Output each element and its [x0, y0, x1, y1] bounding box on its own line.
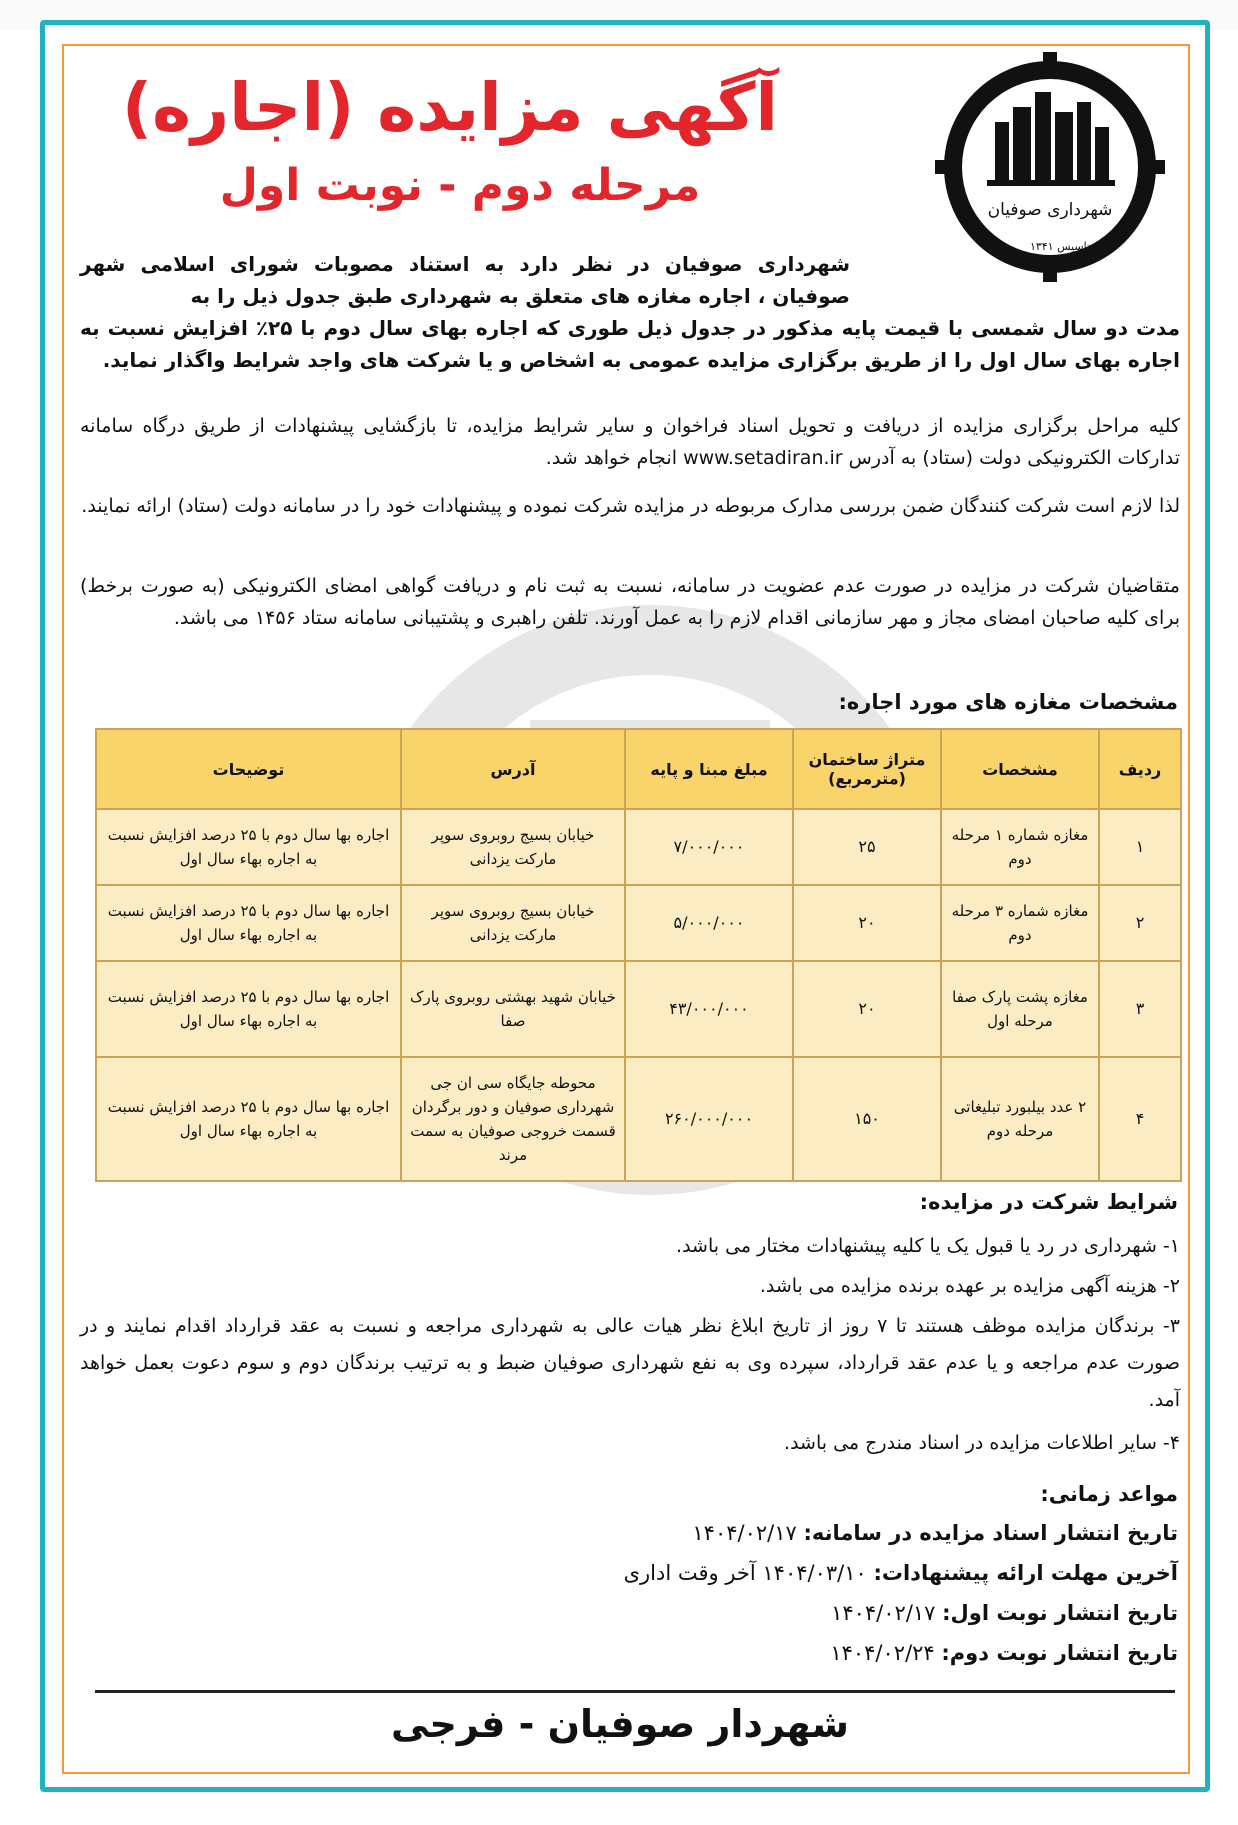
deadline-second-publish	[830, 1638, 1178, 1668]
deadline-value: ۱۴۰۴/۰۳/۱۰ آخر وقت اداری	[623, 1561, 867, 1585]
table-row	[96, 1057, 1181, 1181]
deadline-label: آخرین مهلت ارائه پیشنهادات:	[873, 1561, 1178, 1585]
cell-price: ۴۳/۰۰۰/۰۰۰	[625, 961, 793, 1057]
deadline-label: تاریخ انتشار اسناد مزایده در سامانه:	[803, 1521, 1178, 1545]
paragraph-2: لذا لازم است شرکت کنندگان ضمن بررسی مدارک مربوطه در مزایده شرکت نموده و پیشنهادات خود را در سامانه دولت (ستاد) ارائه نمایند.	[81, 495, 1180, 517]
cell-spec: مغازه شماره ۱ مرحله دوم	[941, 809, 1099, 885]
deadline-value: ۱۴۰۴/۰۲/۲۴	[830, 1641, 935, 1665]
header-spec: مشخصات	[941, 729, 1099, 809]
cell-row: ۳	[1099, 961, 1181, 1057]
cell-price: ۷/۰۰۰/۰۰۰	[625, 809, 793, 885]
header-notes: توضیحات	[96, 729, 401, 809]
logo-name: شهرداری صوفیان	[987, 200, 1113, 220]
table-caption: مشخصات مغازه های مورد اجاره:	[838, 690, 1178, 714]
cell-address: خیابان شهید بهشتی روبروی پارک صفا	[401, 961, 625, 1057]
intro-line-1: شهرداری صوفیان در نظر دارد به استناد مصوبات شورای اسلامی شهر صوفیان ، اجاره مغازه های متعلق به شهرداری طبق جدول ذیل را به	[80, 252, 850, 308]
deadlines-title: مواعد زمانی:	[1040, 1482, 1178, 1506]
cell-price: ۵/۰۰۰/۰۰۰	[625, 885, 793, 961]
cell-address: محوطه جایگاه سی ان جی شهرداری صوفیان و دور برگردان قسمت خروجی صوفیان به سمت مرند	[401, 1057, 625, 1181]
header-price: مبلغ مبنا و پایه	[625, 729, 793, 809]
deadline-offers	[624, 1558, 1178, 1588]
cell-area: ۲۰	[793, 961, 941, 1057]
table-row	[96, 961, 1181, 1057]
logo-founded: تاسیس ۱۳۴۱	[1029, 240, 1091, 253]
cell-address: خیابان بسیج روبروی سوپر مارکت یزدانی	[401, 885, 625, 961]
condition-2: ۲- هزینه آگهی مزایده بر عهده برنده مزایده می باشد.	[759, 1275, 1180, 1297]
deadline-first-publish	[831, 1598, 1178, 1628]
condition-1: ۱- شهرداری در رد یا قبول یک یا کلیه پیشنهادات مختار می باشد.	[676, 1235, 1180, 1257]
cell-spec: ۲ عدد بیلبورد تبلیغاتی مرحله دوم	[941, 1057, 1099, 1181]
cell-row: ۱	[1099, 809, 1181, 885]
cell-price: ۲۶۰/۰۰۰/۰۰۰	[625, 1057, 793, 1181]
page-title: آگهی مزایده (اجاره)	[122, 69, 778, 146]
cell-notes: اجاره بها سال دوم با ۲۵ درصد افزایش نسبت به اجاره بهاء سال اول	[96, 1057, 401, 1181]
header-address: آدرس	[401, 729, 625, 809]
deadline-value: ۱۴۰۴/۰۲/۱۷	[831, 1601, 936, 1625]
cell-notes: اجاره بها سال دوم با ۲۵ درصد افزایش نسبت به اجاره بهاء سال اول	[96, 961, 401, 1057]
deadline-label: تاریخ انتشار نوبت اول:	[942, 1601, 1178, 1625]
table-header-row	[96, 729, 1181, 809]
cell-spec: مغازه پشت پارک صفا مرحله اول	[941, 961, 1099, 1057]
table-row	[96, 809, 1181, 885]
deadline-label: تاریخ انتشار نوبت دوم:	[941, 1641, 1178, 1665]
signature-divider	[95, 1690, 1175, 1693]
cell-notes: اجاره بها سال دوم با ۲۵ درصد افزایش نسبت به اجاره بهاء سال اول	[96, 885, 401, 961]
cell-address: خیابان بسیج روبروی سوپر مارکت یزدانی	[401, 809, 625, 885]
cell-spec: مغازه شماره ۳ مرحله دوم	[941, 885, 1099, 961]
header-area: متراژ ساختمان (مترمربع)	[793, 729, 941, 809]
header-row-number: ردیف	[1099, 729, 1181, 809]
page-subtitle: مرحله دوم - نوبت اول	[219, 160, 701, 211]
cell-area: ۱۵۰	[793, 1057, 941, 1181]
table-row	[96, 885, 1181, 961]
cell-notes: اجاره بها سال دوم با ۲۵ درصد افزایش نسبت به اجاره بهاء سال اول	[96, 809, 401, 885]
mayor-signature: شهردار صوفیان - فرجی	[391, 1702, 849, 1746]
conditions-title: شرایط شرکت در مزایده:	[919, 1190, 1178, 1214]
deadline-publish-docs	[692, 1518, 1178, 1548]
spec-table	[95, 728, 1182, 1182]
intro-line-2: مدت دو سال شمسی با قیمت پایه مذکور در جدول ذیل طوری که اجاره بهای سال دوم با ۲۵٪ افزایش نسبت به اجاره بهای سال اول را از طریق برگزاری مزایده عمومی به اشخاص و یا شرکت های واجد شرایط واگذار نماید.	[80, 316, 1180, 372]
condition-3: ۳- برندگان مزایده موظف هستند تا ۷ روز از تاریخ ابلاغ نظر هیات عالی به شهرداری مراجعه و نسبت به عقد قرارداد اقدام نمایند و در صورت عدم مراجعه و یا عدم عقد قرارداد، سپرده وی به نفع شهرداری صوفیان ضبط و به ترتیب برندگان دوم و سوم دعوت بعمل خواهد آمد.	[80, 1315, 1180, 1411]
cell-area: ۲۰	[793, 885, 941, 961]
cell-area: ۲۵	[793, 809, 941, 885]
cell-row: ۴	[1099, 1057, 1181, 1181]
paragraph-1: کلیه مراحل برگزاری مزایده از دریافت و تحویل اسناد فراخوان و سایر شرایط مزایده، تا بازگشایی پیشنهادات از طریق درگاه سامانه تدارکات الکترونیکی دولت (ستاد) به آدرس www.setadiran.ir انجام خواهد شد.	[80, 415, 1180, 469]
cell-row: ۲	[1099, 885, 1181, 961]
condition-4: ۴- سایر اطلاعات مزایده در اسناد مندرج می باشد.	[784, 1432, 1180, 1454]
deadline-value: ۱۴۰۴/۰۲/۱۷	[692, 1521, 797, 1545]
paragraph-3: متقاضیان شرکت در مزایده در صورت عدم عضویت در سامانه، نسبت به ثبت نام و دریافت گواهی امضای الکترونیکی (به صورت برخط) برای کلیه صاحبان امضای مجاز و مهر سازمانی اقدام لازم را به عمل آورند. تلفن راهبری و پشتیبانی سامانه ستاد ۱۴۵۶ می باشد.	[80, 575, 1180, 629]
